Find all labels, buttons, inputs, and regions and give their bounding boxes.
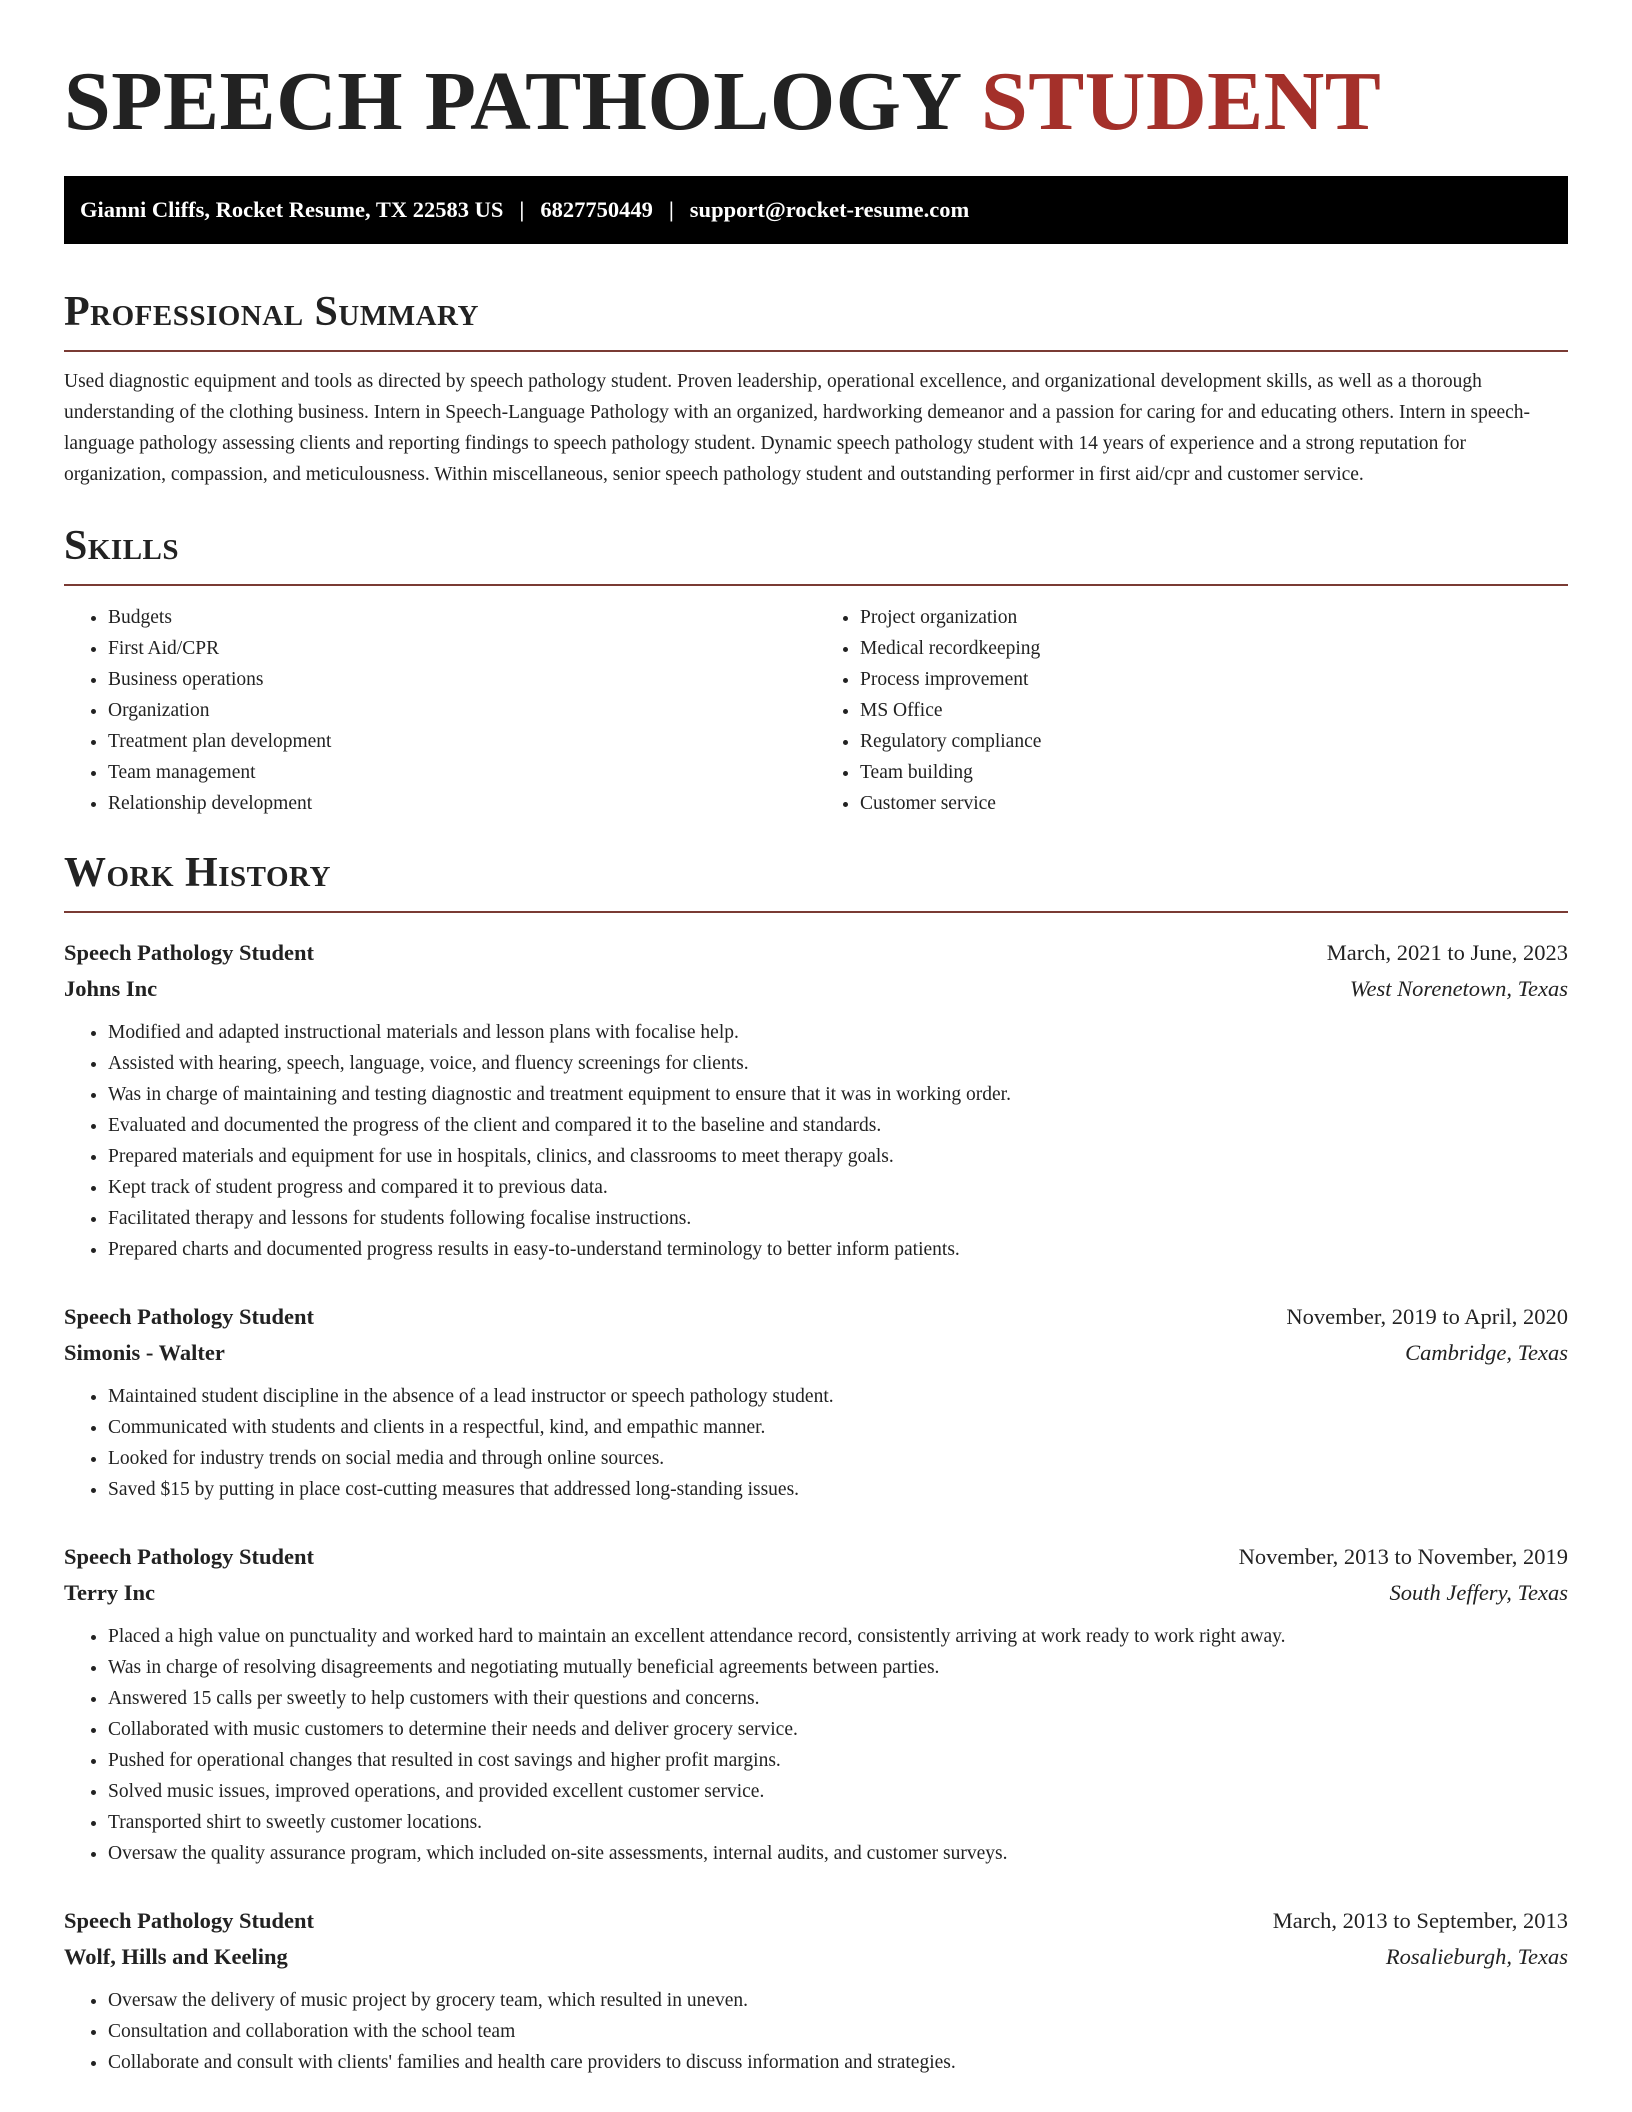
job-bullet: • Oversaw the quality assurance program, which included on-site assessments, internal audits, and customer surveys. (108, 1838, 1568, 1869)
job-bullet: • Was in charge of maintaining and testing diagnostic and treatment equipment to ensure that it was in working order. (108, 1079, 1568, 1110)
skill-item: • Project organization (860, 602, 1568, 633)
job-dates: November, 2019 to April, 2020 (1286, 1304, 1568, 1329)
contact-bar (64, 176, 1568, 244)
skills-heading: Skills (64, 523, 180, 569)
job-location: South Jeffery, Texas (1389, 1580, 1568, 1605)
job-header-row (64, 1539, 1568, 1575)
job-bullet: • Assisted with hearing, speech, language, voice, and fluency screenings for clients. (108, 1048, 1568, 1079)
job-bullet: • Solved music issues, improved operations, and provided excellent customer service. (108, 1776, 1568, 1807)
job-header-row (64, 1903, 1568, 1939)
job-bullet: • Consultation and collaboration with the school team (108, 2016, 1568, 2047)
title-main: SPEECH PATHOLOGY (64, 55, 960, 148)
skill-item: • Regulatory compliance (860, 726, 1568, 757)
section-divider (64, 911, 1568, 913)
job-company: Simonis - Walter (64, 1340, 225, 1365)
job-location: Cambridge, Texas (1405, 1340, 1568, 1365)
job-bullet: • Prepared charts and documented progress results in easy-to-understand terminology to better inform patients. (108, 1234, 1568, 1265)
skill-item: • MS Office (860, 695, 1568, 726)
summary-section (64, 286, 1568, 490)
contact-address: Gianni Cliffs, Rocket Resume, TX 22583 US (80, 197, 504, 222)
job-bullet: • Saved $15 by putting in place cost-cutting measures that addressed long-standing issues. (108, 1474, 1568, 1505)
work-history-section (64, 847, 1568, 2078)
job-header-row (64, 935, 1568, 971)
skill-item: • Budgets (108, 602, 816, 633)
job-bullet: • Looked for industry trends on social media and through online sources. (108, 1443, 1568, 1474)
skills-list-left (64, 602, 816, 819)
job-bullet: • Was in charge of resolving disagreements and negotiating mutually beneficial agreements between parties. (108, 1652, 1568, 1683)
job-title: Speech Pathology Student (64, 1908, 315, 1933)
skill-item: • First Aid/CPR (108, 633, 816, 664)
job-bullet: • Prepared materials and equipment for use in hospitals, clinics, and classrooms to meet therapy goals. (108, 1141, 1568, 1172)
contact-phone: 6827750449 (540, 197, 653, 222)
job-subheader-row (64, 971, 1568, 1007)
job-title: Speech Pathology Student (64, 940, 315, 965)
job-subheader-row (64, 1335, 1568, 1371)
job-company: Wolf, Hills and Keeling (64, 1944, 288, 1969)
job-title: Speech Pathology Student (64, 1304, 315, 1329)
skill-item: • Treatment plan development (108, 726, 816, 757)
section-divider (64, 350, 1568, 352)
job-subheader-row (64, 1939, 1568, 1975)
skills-list-right (816, 602, 1568, 819)
title-accent: STUDENT (981, 55, 1382, 148)
job-title: Speech Pathology Student (64, 1544, 315, 1569)
skill-item: • Team management (108, 757, 816, 788)
skills-columns (64, 602, 1568, 819)
job-entry (64, 1539, 1568, 1869)
skill-item: • Organization (108, 695, 816, 726)
section-divider (64, 584, 1568, 586)
job-company: Terry Inc (64, 1580, 156, 1605)
job-bullet: • Evaluated and documented the progress of the client and compared it to the baseline and standards. (108, 1110, 1568, 1141)
job-bullets (64, 1985, 1568, 2078)
job-entry (64, 1299, 1568, 1505)
job-entry (64, 935, 1568, 1265)
skill-item: • Medical recordkeeping (860, 633, 1568, 664)
job-bullet: • Transported shirt to sweetly customer locations. (108, 1807, 1568, 1838)
contact-separator: | (668, 197, 674, 222)
job-bullet: • Collaborated with music customers to determine their needs and deliver grocery service. (108, 1714, 1568, 1745)
job-subheader-row (64, 1575, 1568, 1611)
job-bullet: • Facilitated therapy and lessons for students following focalise instructions. (108, 1203, 1568, 1234)
job-bullet: • Communicated with students and clients in a respectful, kind, and empathic manner. (108, 1412, 1568, 1443)
job-bullet: • Collaborate and consult with clients' families and health care providers to discuss information and strategies. (108, 2047, 1568, 2078)
work-history-heading: Work History (64, 850, 331, 896)
job-bullet: • Placed a high value on punctuality and worked hard to maintain an excellent attendance record, consistently arriving at work ready to work right away. (108, 1621, 1568, 1652)
contact-separator: | (519, 197, 525, 222)
job-dates: March, 2021 to June, 2023 (1326, 940, 1568, 965)
job-bullets (64, 1381, 1568, 1505)
summary-text: Used diagnostic equipment and tools as directed by speech pathology student. Proven leadership, operational excellence, and organizational development skills, as well as a thorough understanding of the clothing business. Intern in Speech-Language Pathology with an organized, hardworking demeanor and a passion for caring for and educating others. Intern in speech-language pathology assessing clients and reporting findings to speech pathology student. Dynamic speech pathology student with 14 years of experience and a strong reputation for organization, compassion, and meticulousness. Within miscellaneous, senior speech pathology student and outstanding performer in first aid/cpr and customer service. (64, 371, 1531, 485)
skill-item: • Process improvement (860, 664, 1568, 695)
job-bullet: • Modified and adapted instructional materials and lesson plans with focalise help. (108, 1017, 1568, 1048)
job-bullet: • Oversaw the delivery of music project by grocery team, which resulted in uneven. (108, 1985, 1568, 2016)
job-location: Rosalieburgh, Texas (1385, 1944, 1568, 1969)
job-location: West Norenetown, Texas (1349, 976, 1568, 1001)
job-entry (64, 1903, 1568, 2078)
skills-section (64, 520, 1568, 819)
skill-item: • Relationship development (108, 788, 816, 819)
job-company: Johns Inc (64, 976, 158, 1001)
job-bullet: • Kept track of student progress and compared it to previous data. (108, 1172, 1568, 1203)
job-bullet: • Answered 15 calls per sweetly to help customers with their questions and concerns. (108, 1683, 1568, 1714)
resume-title (64, 52, 1568, 152)
skill-item: • Customer service (860, 788, 1568, 819)
job-bullets (64, 1621, 1568, 1869)
skill-item: • Business operations (108, 664, 816, 695)
job-bullet: • Maintained student discipline in the absence of a lead instructor or speech pathology student. (108, 1381, 1568, 1412)
job-bullets (64, 1017, 1568, 1265)
contact-email: support@rocket-resume.com (689, 197, 970, 222)
skill-item: • Team building (860, 757, 1568, 788)
job-dates: November, 2013 to November, 2019 (1238, 1544, 1568, 1569)
job-header-row (64, 1299, 1568, 1335)
job-bullet: • Pushed for operational changes that resulted in cost savings and higher profit margins. (108, 1745, 1568, 1776)
job-dates: March, 2013 to September, 2013 (1272, 1908, 1568, 1933)
summary-heading: Professional Summary (64, 289, 479, 335)
